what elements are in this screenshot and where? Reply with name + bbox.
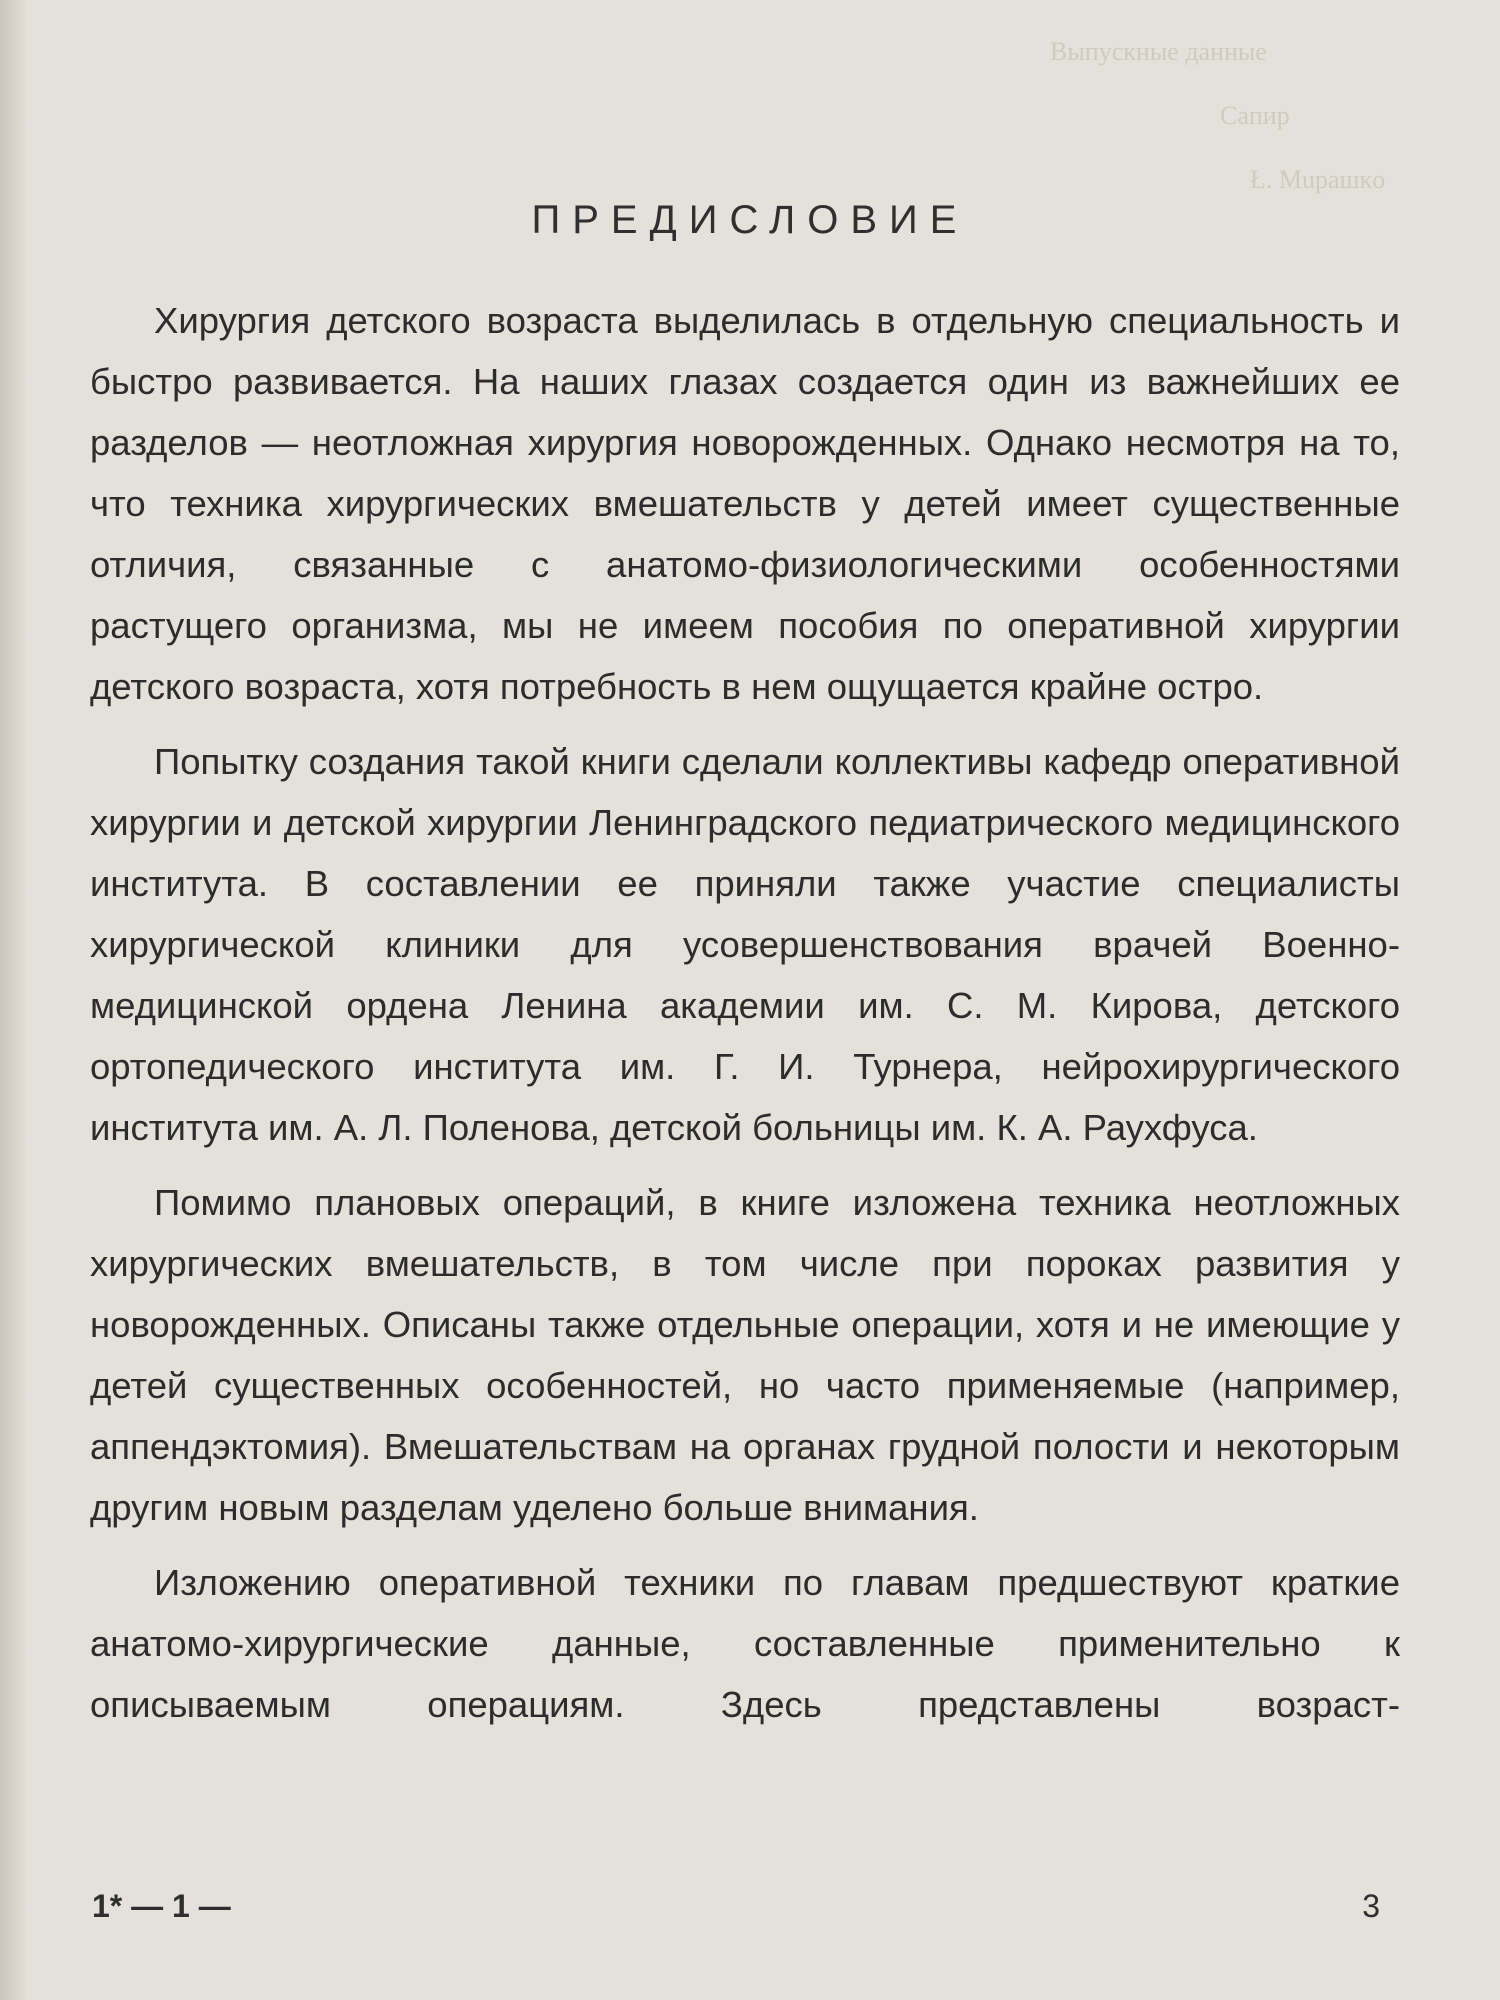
preface-body: [90, 290, 1400, 1749]
bleed-line-1: Bыпускные данные: [1050, 37, 1267, 66]
paragraph-1: Хирургия детского возраста выделилась в отдельную специальность и быстро развивается. На наших глазах создается один из важнейших ее разделов — неотложная хирургия новорожденных. Однако несмотря на то, что техника хирургических вмешательств у детей имеет существенные отличия, связанные с анатомо-физиологическими особенностями растущего организма, мы не имеем пособия по оперативной хирургии детского возраста, хотя потребность в нем ощущается крайне остро.: [90, 300, 1400, 707]
paragraph-3: Помимо плановых операций, в книге изложена техника неотложных хирургических вмешательств, в том числе при пороках развития у новорожденных. Описаны также отдельные операции, хотя и не имеющие у детей существенных особенностей, но часто применяемые (например, аппендэктомия). Вмешательствам на органах грудной полости и некоторым другим новым разделам уделено больше внимания.: [90, 1182, 1400, 1528]
page-title: ПРЕДИСЛОВИЕ: [531, 198, 969, 242]
page-gutter-shadow: [0, 0, 28, 2000]
bleed-line-3: Ł. Мuрaшкo: [1250, 165, 1386, 194]
bleed-through-text: [1050, 20, 1470, 212]
paragraph-2: Попытку создания такой книги сделали коллективы кафедр оперативной хирургии и детской хирургии Ленинградского педиатрического медицинского института. В составлении ее приняли также участие специалисты хирургической клиники для усовершенствования врачей Военно-медицинской ордена Ленина академии им. С. М. Кирова, детского ортопедического института им. Г. И. Турнера, нейрохирургического института им. А. Л. Поленова, детской больницы им. К. А. Раухфуса.: [90, 741, 1400, 1148]
paragraph-4: Изложению оперативной техники по главам предшествуют краткие анатомо-хирургические данные, составленные применительно к описываемым операциям. Здесь представлены возраст-: [90, 1562, 1400, 1725]
page-number: 3: [1362, 1888, 1380, 1924]
signature-mark: 1* — 1 —: [92, 1888, 231, 1924]
bleed-line-2: Caпир: [1220, 101, 1290, 130]
